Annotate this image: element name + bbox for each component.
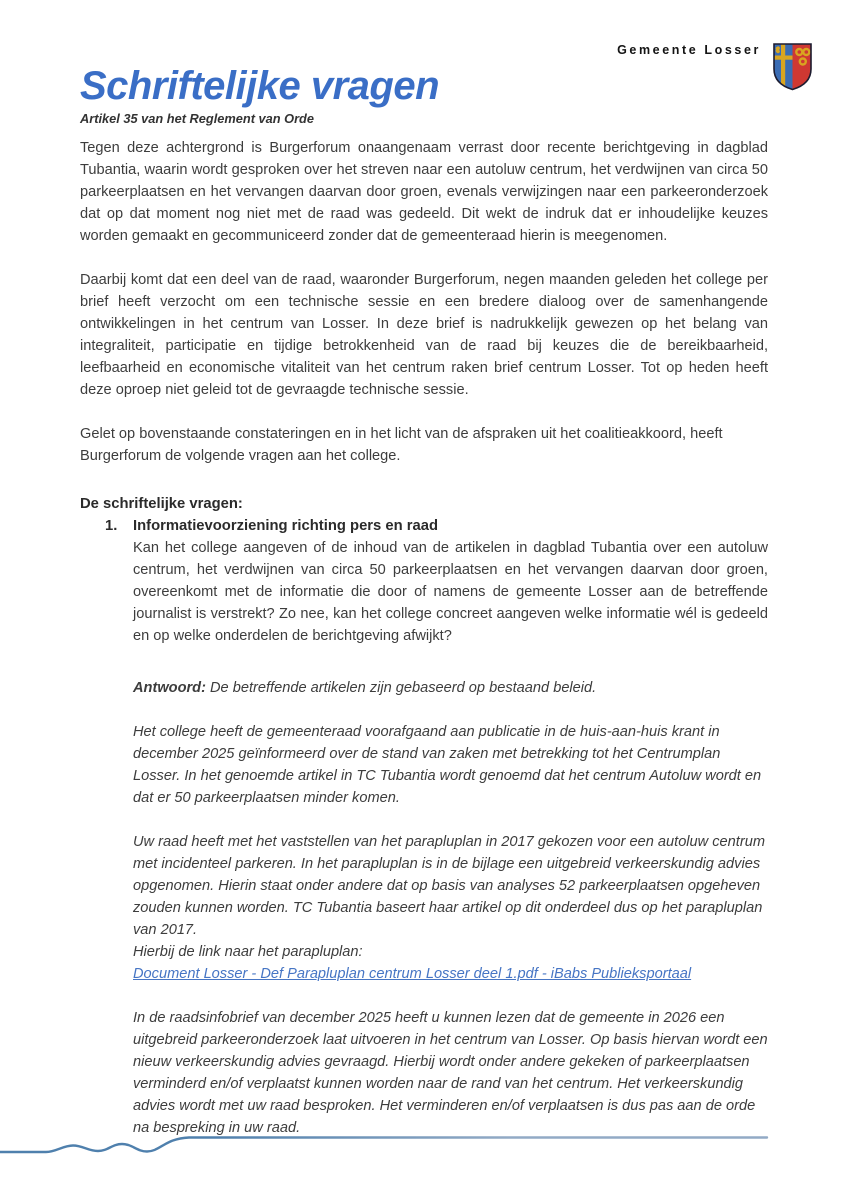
question-title: Informatievoorziening richting pers en raad <box>133 518 439 534</box>
intro-paragraph-3: Gelet op bovenstaande constateringen en in het licht van de afspraken uit het coalitieakkoord, heeft Burgerforum de volgende vragen aan het college. <box>80 426 723 464</box>
page-subtitle: Artikel 35 van het Reglement van Orde <box>80 111 314 126</box>
answer-label: Antwoord: <box>133 680 206 696</box>
intro-paragraph-1: Tegen deze achtergrond is Burgerforum onaangenaam verrast door recente berichtgeving in dagblad Tubantia, waarin wordt gesproken over het streven naar een autoluw centrum, het verdwijnen van circa 50 parkeerplaatsen en het vervangen daarvan door groen, evenals verwijzingen naar een parkeeronderzoek dat op dat moment nog niet met de raad was gedeeld. Dit wekt de indruk dat er inhoudelijke keuzes worden gemaakt en gecommuniceerd zonder dat de gemeenteraad hierin is meegenomen. <box>80 140 768 244</box>
org-name: Gemeente Losser <box>617 43 761 57</box>
answer-paragraph-1: Het college heeft de gemeenteraad voorafgaand aan publicatie in de huis-aan-huis krant in december 2025 geïnformeerd over de stand van zaken met betrekking tot het Centrumplan Losser. In het genoemde artikel in TC Tubantia wordt genoemd dat het centrum Autoluw wordt en dat er 50 parkeerplaatsen minder komen. <box>133 724 762 806</box>
document-content <box>80 0 768 1139</box>
answer-paragraph-2: Uw raad heeft met het vaststellen van het parapluplan in 2017 gekozen voor een autoluw centrum met incidenteel parkeren. In het parapluplan is in de bijlage een uitgebreid verkeerskundig advies opgenomen. Hierin staat onder andere dat op basis van analyses 52 parkeerplaatsen opgeheven zouden kunnen worden. TC Tubantia baseert haar artikel op dit onderdeel dus op het parapluplan van 2017. <box>133 834 765 938</box>
question-item-title <box>80 515 768 537</box>
coat-of-arms-shield-icon <box>772 42 813 92</box>
answer-paragraph-3: In de raadsinfobrief van december 2025 heeft u kunnen lezen dat de gemeente in 2026 een uitgebreid parkeeronderzoek laat uitvoeren in het centrum van Losser. Op basis hiervan wordt een nieuw verkeerskundig advies gevraagd. Hierbij wordt onder andere gekeken of parkeerplaatsen verminderd en/of verplaatst kunnen worden naar de rand van het centrum. Het verkeerskundig advies wordt met uw raad besproken. Het verminderen en/of verplaatsen is dus pas aan de orde na bespreking in uw raad. <box>133 1010 768 1136</box>
link-intro-line: Hierbij de link naar het parapluplan: <box>133 944 363 960</box>
answer-intro-line <box>133 677 768 699</box>
footer-divider <box>0 1118 849 1168</box>
intro-paragraph-2: Daarbij komt dat een deel van de raad, waaronder Burgerforum, negen maanden geleden het college per brief heeft verzocht om een technische sessie en een bredere dialoog over de samenhangende ontwikkelingen in het centrum van Losser. In deze brief is nadrukkelijk gewezen op het belang van integraliteit, participatie en tijdige betrokkenheid van de raad bij keuzes die de bereikbaarheid, leefbaarheid en economische vitaliteit van het centrum raken brief centrum Losser. Tot op heden heeft deze oproep niet geleid tot de gevraagde technische sessie. <box>80 272 768 398</box>
question-number: 1. <box>105 518 118 534</box>
wave-line-icon <box>0 1118 849 1168</box>
parapluplan-document-link[interactable]: Document Losser - Def Parapluplan centrum Losser deel 1.pdf - iBabs Publieksportaal <box>133 966 692 982</box>
question-text: Kan het college aangeven of de inhoud van de artikelen in dagblad Tubantia over een autoluw centrum, het verdwijnen van circa 50 parkeerplaatsen en het vervangen daarvan door groen, overeenkomt met de informatie die door of namens de gemeente Losser aan de betreffende journalist is verstrekt? Zo nee, kan het college concreet aangeven welke informatie wél is gedeeld en op welke onderdelen de berichtgeving afwijkt? <box>133 540 768 644</box>
answer-intro-text: De betreffende artikelen zijn gebaseerd op bestaand beleid. <box>210 680 597 696</box>
link-line <box>133 963 768 985</box>
questions-section-heading: De schriftelijke vragen: <box>80 496 243 512</box>
page-title: Schriftelijke vragen <box>80 64 440 108</box>
